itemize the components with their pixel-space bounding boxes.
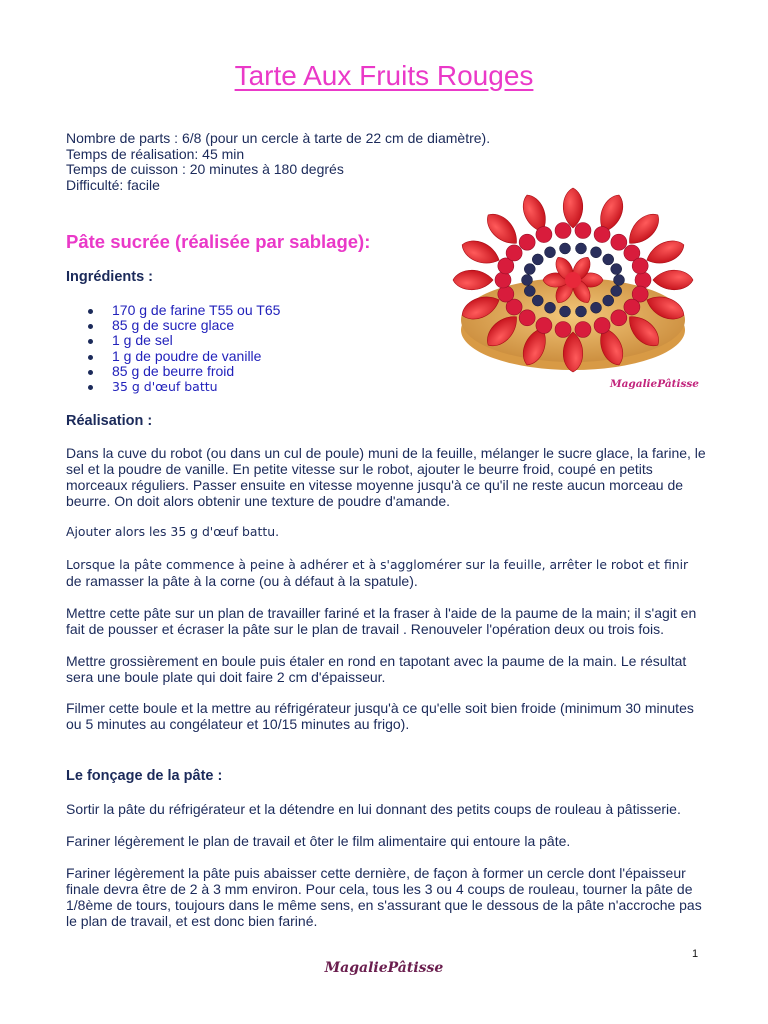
blueberry [575,306,586,317]
blueberry [545,247,556,258]
page-number: 1 [692,948,699,960]
raspberry [498,286,514,302]
blueberry [611,285,622,296]
paragraph: de ramasser la pâte à la corne (ou à défaut à la spatule). [66,573,418,589]
blueberry [614,275,625,286]
strawberry-slice [623,208,665,250]
photo-watermark: MagaliePâtisse [610,378,699,390]
raspberry [519,310,535,326]
raspberry [555,223,571,239]
paragraph: Dans la cuve du robot (ou dans un cul de poule) muni de la feuille, mélanger le sucre glace, la farine, le sel et la poudre de vanille. En petite vitesse sur le robot, ajouter le beurre froid, coupé en petits morceaux réguliers. Passer ensuite en vitesse moyenne jusqu'à ce qu'il ne reste aucun morceau de beurre. On doit alors obtenir une texture de poudre d'amande. [66,445,706,509]
blueberry [591,247,602,258]
paragraph: Lorsque la pâte commence à peine à adhérer et à s'agglomérer sur la feuille, arrêter le robot et finir [66,557,689,572]
ingredient-item: 1 g de sel [88,333,280,348]
raspberry [635,272,651,288]
paragraph: Mettre grossièrement en boule puis étaler en rond en tapotant avec la paume de la main. Le résultat sera une boule plate qui doit faire 2 cm d'épaisseur. [66,653,687,685]
raspberry [611,310,627,326]
cook-time-text: Temps de cuisson : 20 minutes à 180 degrés [66,161,344,177]
blueberry [532,254,543,265]
paragraph: Filmer cette boule et la mettre au réfrigérateur jusqu'à ce qu'elle soit bien froide (minimum 30 minutes ou 5 minutes au congélateur et 10/15 minutes au frigo). [66,700,694,732]
paragraph: Ajouter alors les 35 g d'œuf battu. [66,524,280,539]
raspberry [519,234,535,250]
strawberry-slice [653,270,693,290]
ingredients-list [88,303,280,394]
blueberry [591,302,602,313]
raspberry [536,227,552,243]
difficulty-text: Difficulté: facile [66,176,160,193]
ingredient-item: 35 g d'œuf battu [88,379,280,394]
page-title: Tarte Aux Fruits Rouges [234,60,534,91]
strawberry-slice [453,270,493,290]
paragraph: Fariner légèrement la pâte puis abaisser cette dernière, de façon à former un cercle dont l'épaisseur finale devra être de 2 à 3 mm environ. Pour cela, tous les 3 ou 4 coups de rouleau, tourner la pâte de 1/8ème de tours, toujours dans le même sens, en s'assurant que le dessous de la pâte n'accroche pas le plan de travail, et est donc bien fariné. [66,865,702,929]
footer-signature: MagaliePâtisse [324,960,444,976]
raspberry [594,227,610,243]
blueberry [524,285,535,296]
raspberry [611,234,627,250]
ingredient-item: 1 g de poudre de vanille [88,349,280,364]
raspberry [495,272,511,288]
strawberry-slice [481,208,523,250]
raspberry [594,317,610,333]
blueberry [545,302,556,313]
strawberry-slice [643,236,687,269]
ingredient-item: 85 g de sucre glace [88,318,280,333]
blueberry [522,275,533,286]
center-berry [565,272,581,288]
servings-text: Nombre de parts : 6/8 (pour un cercle à tarte de 22 cm de diamètre). [66,130,491,146]
paragraph: Sortir la pâte du réfrigérateur et la détendre en lui donnant des petits coups de rouleau à pâtisserie. [66,801,681,817]
blueberry [603,295,614,306]
raspberry [624,299,640,315]
blueberry [524,264,535,275]
fruit-tart-photo [440,180,702,402]
strawberry-slice [563,188,583,228]
blueberry [603,254,614,265]
paragraph: Fariner légèrement le plan de travail et ôter le film alimentaire qui entoure la pâte. [66,833,571,849]
blueberry [575,243,586,254]
raspberry [575,223,591,239]
blueberry [560,243,571,254]
raspberry [575,321,591,337]
ingredient-item: 85 g de beurre froid [88,364,280,379]
blueberry [560,306,571,317]
section-title: Pâte sucrée (réalisée par sablage): [66,231,371,252]
recipe-meta [66,131,490,193]
realisation-heading: Réalisation : [66,413,153,429]
raspberry [536,317,552,333]
strawberry-slice [458,236,502,269]
ingredient-item: 170 g de farine T55 ou T65 [88,303,280,318]
blueberry [532,295,543,306]
raspberry [632,258,648,274]
prep-time-text: Temps de réalisation: 45 min [66,145,245,162]
raspberry [506,245,522,261]
ingredients-heading: Ingrédients : [66,269,154,285]
paragraph: Mettre cette pâte sur un plan de travailler fariné et la fraser à l'aide de la paume de la main; il s'agit en fait de pousser et écraser la pâte sur le plan de travail . Renouveler l'opération deux ou trois fois. [66,605,697,637]
raspberry [555,321,571,337]
blueberry [611,264,622,275]
foncage-heading: Le fonçage de la pâte : [66,768,223,784]
